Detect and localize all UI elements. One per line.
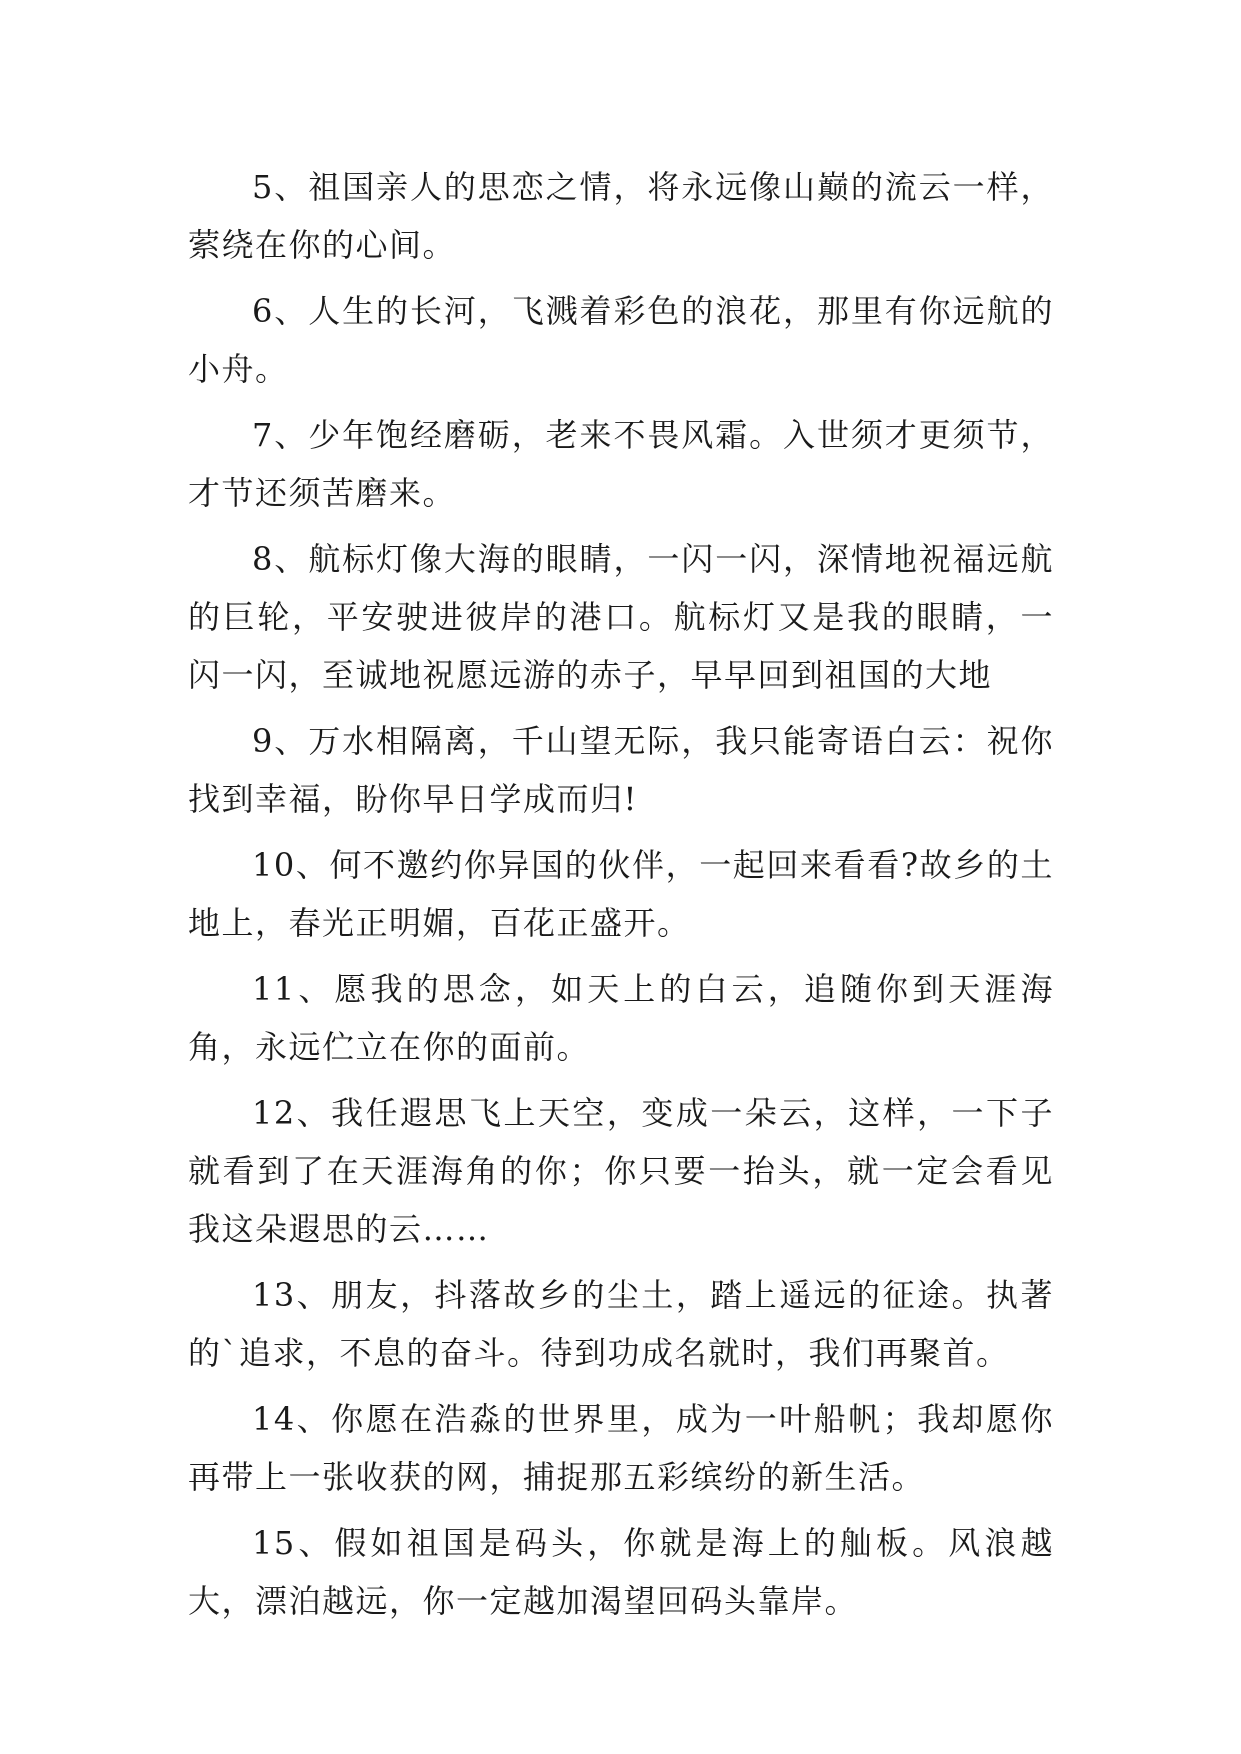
paragraph-7: 7、少年饱经磨砺，老来不畏风霜。入世须才更须节，才节还须苦磨来。 — [188, 416, 1054, 512]
paragraph-10: 10、何不邀约你异国的伙伴，一起回来看看?故乡的土地上，春光正明媚，百花正盛开。 — [188, 846, 1054, 942]
paragraph-5: 5、祖国亲人的思恋之情，将永远像山巅的流云一样，萦绕在你的心间。 — [188, 168, 1054, 264]
paragraph-12: 12、我任遐思飞上天空，变成一朵云，这样，一下子就看到了在天涯海角的你；你只要一抬头，就一定会看见我这朵遐思的云…… — [188, 1094, 1054, 1248]
paragraph-9: 9、万水相隔离，千山望无际，我只能寄语白云：祝你找到幸福，盼你早日学成而归! — [188, 722, 1054, 818]
paragraph-15: 15、假如祖国是码头，你就是海上的舢板。风浪越大，漂泊越远，你一定越加渴望回码头靠岸。 — [188, 1524, 1054, 1620]
paragraph-8: 8、航标灯像大海的眼睛，一闪一闪，深情地祝福远航的巨轮，平安驶进彼岸的港口。航标灯又是我的眼睛，一闪一闪，至诚地祝愿远游的赤子，早早回到祖国的大地 — [188, 540, 1054, 694]
document-body — [188, 158, 1054, 1638]
paragraph-6: 6、人生的长河，飞溅着彩色的浪花，那里有你远航的小舟。 — [188, 292, 1054, 388]
paragraph-14: 14、你愿在浩淼的世界里，成为一叶船帆；我却愿你再带上一张收获的网，捕捉那五彩缤纷的新生活。 — [188, 1400, 1054, 1496]
paragraph-13: 13、朋友，抖落故乡的尘土，踏上遥远的征途。执著的`追求，不息的奋斗。待到功成名就时，我们再聚首。 — [188, 1276, 1054, 1372]
paragraph-11: 11、愿我的思念，如天上的白云，追随你到天涯海角，永远伫立在你的面前。 — [188, 970, 1054, 1066]
